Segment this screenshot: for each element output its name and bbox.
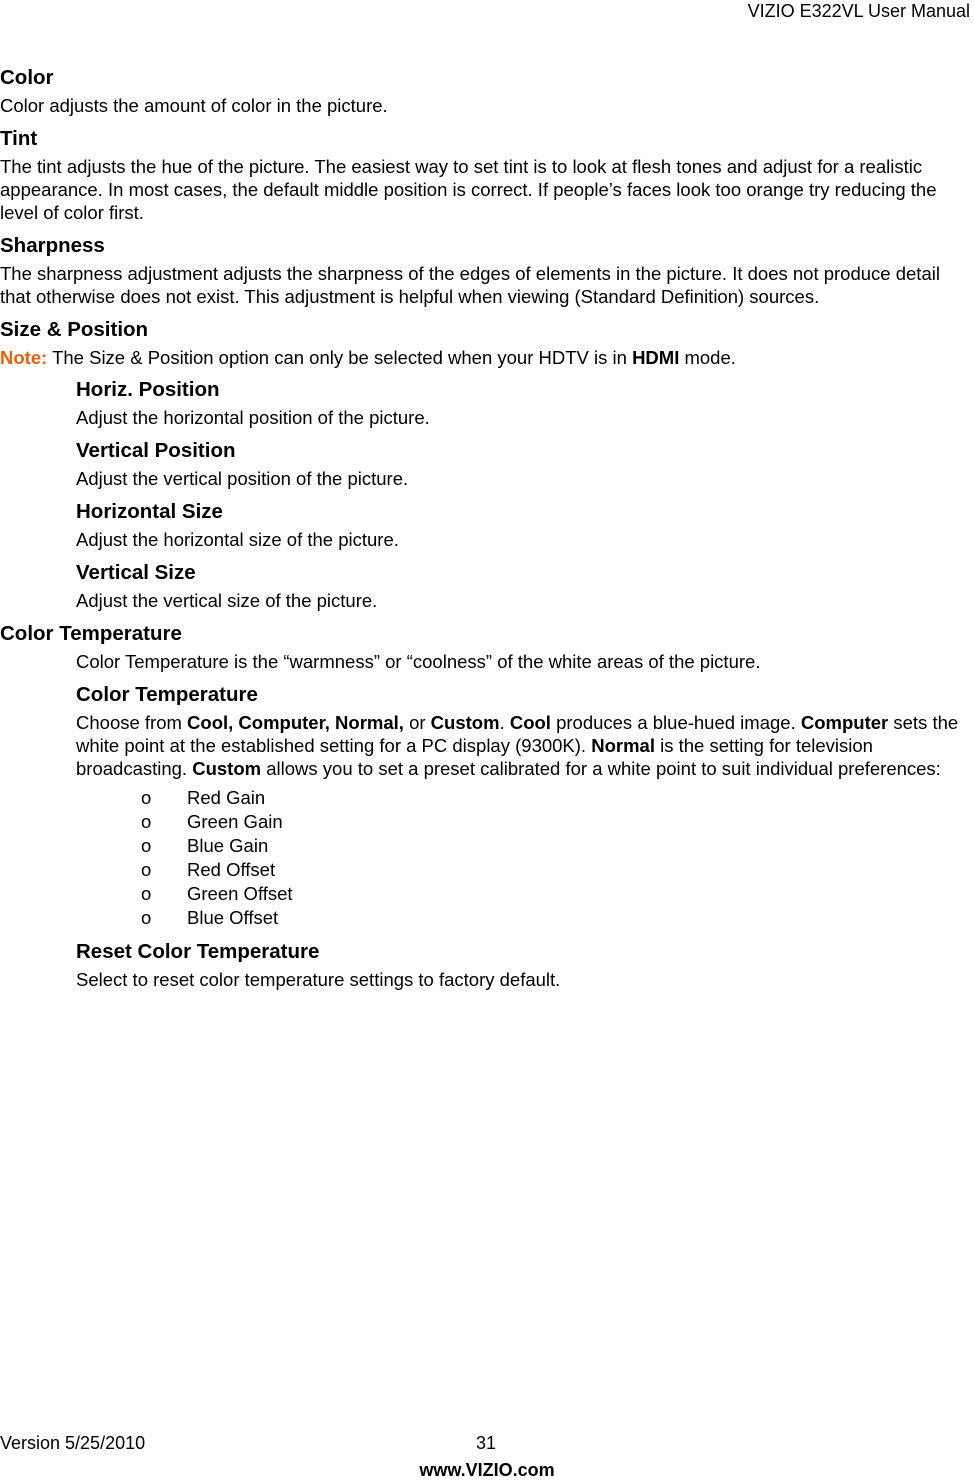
bullet: o — [141, 811, 152, 832]
desc-bold: Cool — [509, 712, 551, 733]
section-size-position — [0, 317, 968, 612]
list-item — [141, 906, 968, 930]
desc-text: or — [403, 712, 431, 733]
desc-text: is the setting for television broadcasting. — [76, 735, 873, 779]
color-temperature-content — [0, 650, 968, 991]
page-number: 31 — [476, 1433, 497, 1453]
size-position-note — [0, 346, 968, 369]
desc-text: Choose from — [76, 712, 188, 733]
color-temperature-description — [76, 711, 968, 780]
subsection-horiz-position — [76, 377, 968, 429]
bullet: o — [141, 859, 152, 880]
list-item — [141, 810, 968, 834]
list-item-label: Green Gain — [187, 811, 283, 832]
note-text-1: The Size & Position option can only be selected when your HDTV is in — [47, 347, 633, 368]
subsection-title: Horiz. Position — [76, 378, 220, 401]
header-title: VIZIO E322VL User Manual — [747, 1, 970, 21]
desc-text: sets the white point at the established setting for a PC display (9300K). — [76, 712, 959, 756]
bullet: o — [141, 835, 152, 856]
subsection-body: Select to reset color temperature settings to factory default. — [76, 969, 561, 990]
section-color-temperature — [0, 621, 968, 991]
section-tint — [0, 126, 968, 224]
footer-version: Version 5/25/2010 — [0, 1433, 146, 1453]
bullet: o — [141, 787, 152, 808]
subsection-reset-color-temperature — [76, 939, 968, 991]
list-item-label: Red Offset — [187, 859, 276, 880]
desc-text: produces a blue-hued image. — [550, 712, 801, 733]
subsection-title: Horizontal Size — [76, 500, 223, 523]
section-title-color: Color — [0, 66, 54, 89]
section-title-sharpness: Sharpness — [0, 234, 105, 257]
list-item-label: Blue Offset — [187, 907, 279, 928]
subsection-title: Vertical Size — [76, 561, 196, 584]
list-item — [141, 858, 968, 882]
list-item-label: Green Offset — [187, 883, 293, 904]
section-title-color-temperature: Color Temperature — [0, 622, 182, 645]
desc-text: . — [499, 712, 510, 733]
subsection-horizontal-size — [76, 499, 968, 551]
page-content — [0, 65, 968, 1000]
subsection-vertical-position — [76, 438, 968, 490]
subsection-vertical-size — [76, 560, 968, 612]
desc-bold: Normal — [591, 735, 655, 756]
subsection-body: Adjust the vertical position of the picture. — [76, 468, 409, 489]
subsection-body: Adjust the vertical size of the picture. — [76, 590, 378, 611]
bullet: o — [141, 883, 152, 904]
list-item — [141, 882, 968, 906]
note-label: Note: — [0, 347, 48, 368]
list-item — [141, 786, 968, 810]
color-temperature-intro: Color Temperature is the “warmness” or “coolness” of the white areas of the picture. — [76, 651, 761, 672]
note-text-2: mode. — [679, 347, 736, 368]
subsection-title: Color Temperature — [76, 683, 258, 706]
section-sharpness — [0, 233, 968, 308]
desc-text: allows you to set a preset calibrated for a white point to suit individual preferences: — [261, 758, 941, 779]
subsection-title: Vertical Position — [76, 439, 236, 462]
subsection-body: Adjust the horizontal position of the picture. — [76, 407, 430, 428]
list-item-label: Red Gain — [187, 787, 266, 808]
size-position-items — [0, 377, 968, 612]
subsection-color-temperature — [76, 682, 968, 930]
desc-bold: Custom — [430, 712, 500, 733]
section-body-sharpness: The sharpness adjustment adjusts the sharpness of the edges of elements in the picture. It does not produce detail that otherwise does not exist. This adjustment is helpful when viewing (Standard Definition) sources. — [0, 263, 940, 307]
custom-options-list — [76, 786, 968, 930]
list-item — [141, 834, 968, 858]
desc-bold: Custom — [192, 758, 262, 779]
subsection-title: Reset Color Temperature — [76, 940, 320, 963]
section-title-tint: Tint — [0, 127, 38, 150]
bullet: o — [141, 907, 152, 928]
desc-bold: Cool, Computer, Normal, — [187, 712, 404, 733]
section-body-tint: The tint adjusts the hue of the picture. The easiest way to set tint is to look at flesh tones and adjust for a realistic appearance. In most cases, the default middle position is correct. If people’s faces look too orange try reducing the level of color first. — [0, 156, 937, 223]
footer-url: www.VIZIO.com — [419, 1460, 555, 1480]
desc-bold: Computer — [800, 712, 889, 733]
section-body-color: Color adjusts the amount of color in the picture. — [0, 95, 388, 116]
subsection-body: Adjust the horizontal size of the picture. — [76, 529, 399, 550]
list-item-label: Blue Gain — [187, 835, 269, 856]
section-title-size-position: Size & Position — [0, 318, 149, 341]
section-color — [0, 65, 968, 117]
note-hdmi: HDMI — [632, 347, 680, 368]
